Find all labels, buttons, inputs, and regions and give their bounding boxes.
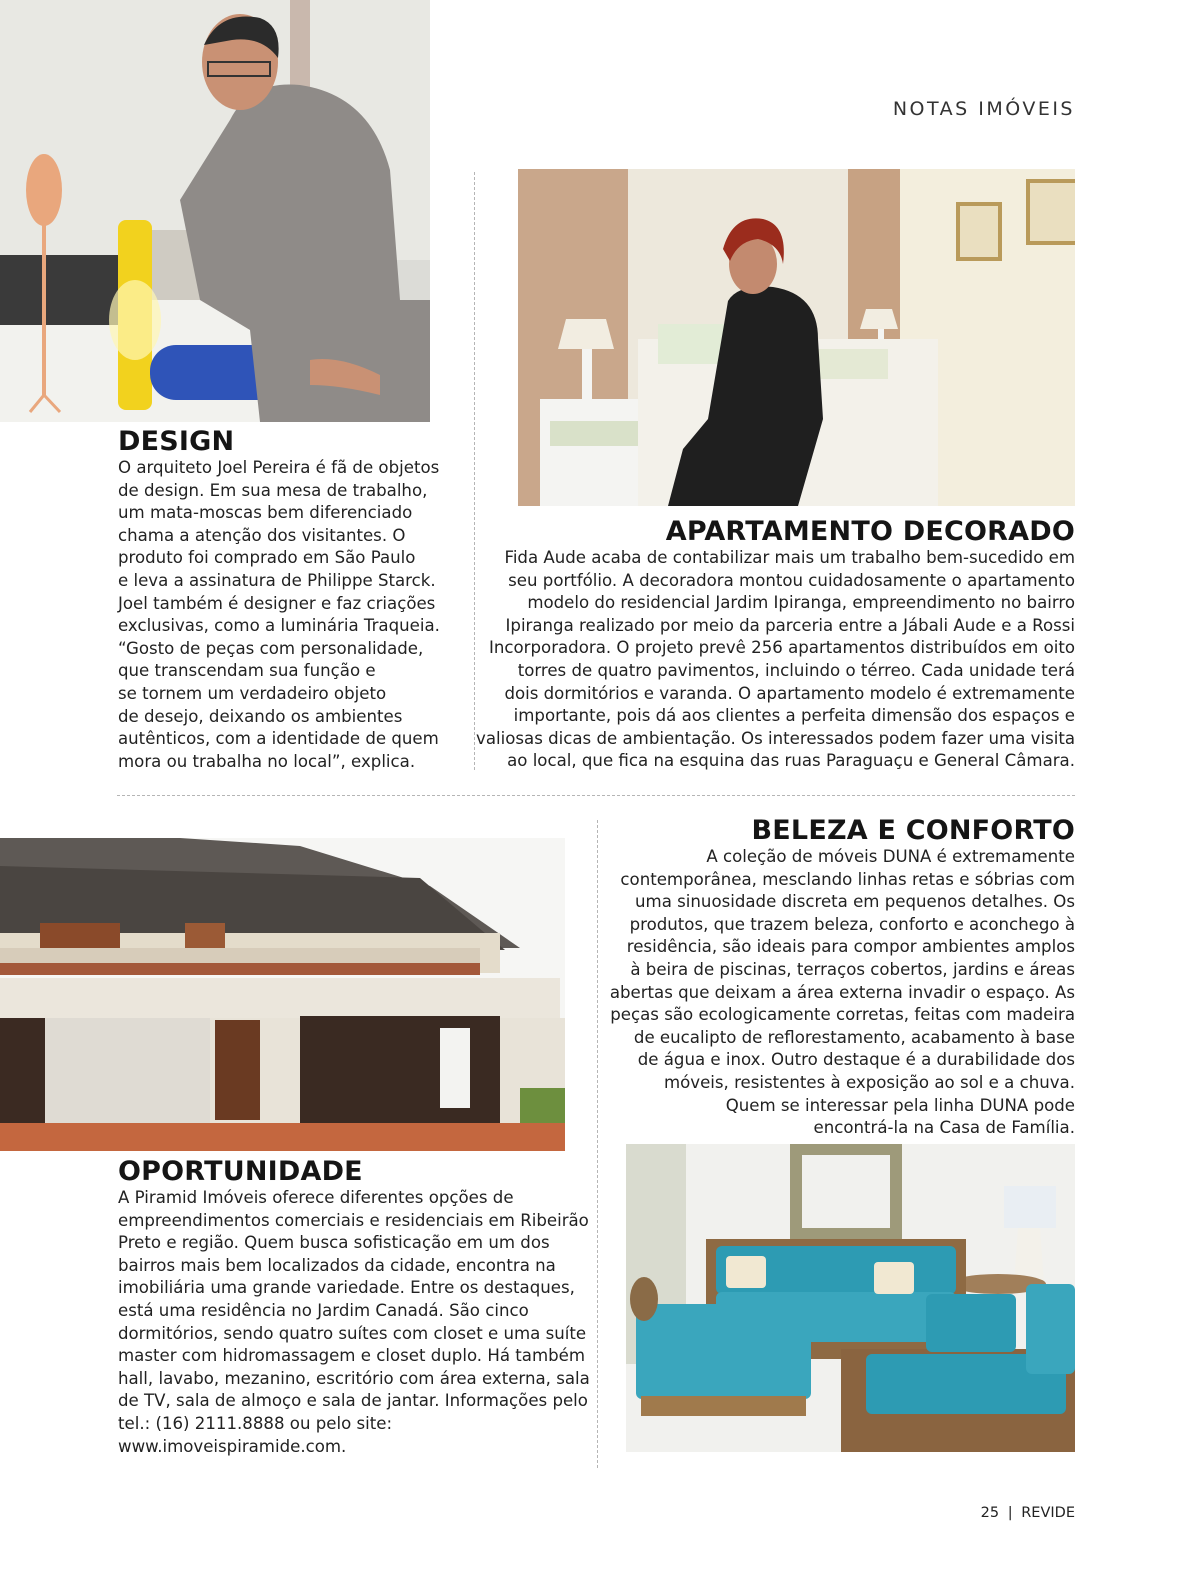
oportunidade-line: imobiliária uma grande variedade. Entre os destaques, bbox=[118, 1278, 575, 1298]
design-text bbox=[118, 457, 440, 773]
house-photo bbox=[0, 838, 565, 1151]
architect-photo bbox=[0, 0, 430, 422]
beleza-text bbox=[610, 846, 1075, 1140]
oportunidade-line: A Piramid Imóveis oferece diferentes opções de bbox=[118, 1188, 514, 1207]
apartamento-line: valiosas dicas de ambientação. Os interessados podem fazer uma visita bbox=[476, 728, 1075, 748]
design-line: que transcendam sua função e bbox=[118, 661, 376, 681]
design-line: de design. Em sua mesa de trabalho, bbox=[118, 480, 428, 500]
page-number: 25 bbox=[980, 1505, 1000, 1521]
design-line: produto foi comprado em São Paulo bbox=[118, 548, 416, 568]
beleza-line: móveis, resistentes à exposição ao sol e a chuva. bbox=[663, 1072, 1075, 1092]
beleza-line: de água e inox. Outro destaque é a durabilidade dos bbox=[637, 1050, 1075, 1070]
oportunidade-heading: OPORTUNIDADE bbox=[118, 1156, 363, 1187]
oportunidade-line: empreendimentos comerciais e residenciais em Ribeirão bbox=[118, 1210, 589, 1230]
oportunidade-line: dormitórios, sendo quatro suítes com closet e uma suíte bbox=[118, 1323, 587, 1343]
design-line: um mata-moscas bem diferenciado bbox=[118, 503, 413, 523]
oportunidade-line: tel.: (16) 2111.8888 ou pelo site: bbox=[118, 1413, 393, 1433]
beleza-line: à beira de piscinas, terraços cobertos, jardins e áreas bbox=[630, 959, 1075, 979]
oportunidade-line: bairros mais bem localizados da cidade, encontra na bbox=[118, 1255, 556, 1275]
beleza-line: produtos, que trazem beleza, conforto e aconchego à bbox=[629, 914, 1075, 934]
oportunidade-line: www.imoveispiramide.com. bbox=[118, 1436, 347, 1456]
column-divider bbox=[474, 172, 475, 770]
oportunidade-line: Preto e região. Quem busca sofisticação em um dos bbox=[118, 1233, 550, 1253]
beleza-line: peças são ecologicamente corretas, feitas com madeira bbox=[610, 1005, 1075, 1025]
oportunidade-line: hall, lavabo, mezanino, escritório com área externa, sala bbox=[118, 1368, 590, 1388]
beleza-line: encontrá-la na Casa de Família. bbox=[813, 1118, 1075, 1138]
design-line: de desejo, deixando os ambientes bbox=[118, 706, 403, 726]
design-line: mora ou trabalha no local”, explica. bbox=[118, 751, 416, 771]
beleza-line: A coleção de móveis DUNA é extremamente bbox=[706, 847, 1075, 866]
section-title: NOTAS IMÓVEIS bbox=[892, 98, 1075, 120]
design-heading: DESIGN bbox=[118, 426, 235, 457]
apartamento-line: Ipiranga realizado por meio da parceria entre a Jábali Aude e a Rossi bbox=[505, 615, 1075, 635]
beleza-line: residência, são ideais para compor ambientes amplos bbox=[626, 937, 1075, 957]
apartamento-text bbox=[476, 547, 1075, 773]
design-line: O arquiteto Joel Pereira é fã de objetos bbox=[118, 458, 440, 477]
design-line: Joel também é designer e faz criações bbox=[118, 593, 436, 613]
apartamento-line: Fida Aude acaba de contabilizar mais um trabalho bem-sucedido em bbox=[504, 548, 1075, 567]
beleza-line: de eucalipto de reflorestamento, acabamento à base bbox=[633, 1027, 1075, 1047]
house-photo-illustration bbox=[0, 838, 565, 1151]
apartamento-line: Incorporadora. O projeto prevê 256 apartamentos distribuídos em oito bbox=[489, 638, 1075, 658]
bedroom-photo-illustration bbox=[518, 169, 1075, 506]
furniture-photo bbox=[626, 1144, 1075, 1452]
decorator-bedroom-photo bbox=[518, 169, 1075, 506]
oportunidade-line: de TV, sala de almoço e sala de jantar. Informações pelo bbox=[118, 1391, 588, 1411]
apartamento-line: importante, pois dá aos clientes a perfeita dimensão dos espaços e bbox=[513, 706, 1075, 726]
architect-photo-illustration bbox=[0, 0, 430, 422]
design-line: autênticos, com a identidade de quem bbox=[118, 729, 439, 749]
design-line: “Gosto de peças com personalidade, bbox=[118, 638, 424, 658]
column-divider bbox=[597, 820, 598, 1468]
beleza-heading: BELEZA E CONFORTO bbox=[751, 815, 1075, 846]
design-line: se tornem um verdadeiro objeto bbox=[118, 683, 387, 703]
oportunidade-text bbox=[118, 1187, 590, 1458]
design-line: e leva a assinatura de Philippe Starck. bbox=[118, 570, 436, 590]
beleza-line: contemporânea, mesclando linhas retas e sóbrias com bbox=[620, 869, 1075, 889]
apartamento-heading: APARTAMENTO DECORADO bbox=[665, 516, 1075, 547]
apartamento-line: ao local, que fica na esquina das ruas Paraguaçu e General Câmara. bbox=[507, 751, 1075, 771]
apartamento-line: dois dormitórios e varanda. O apartamento modelo é extremamente bbox=[504, 683, 1075, 703]
design-line: exclusivas, como a luminária Traqueia. bbox=[118, 616, 440, 636]
section-divider bbox=[117, 795, 1075, 796]
design-line: chama a atenção dos visitantes. O bbox=[118, 525, 406, 545]
oportunidade-line: está uma residência no Jardim Canadá. São cinco bbox=[118, 1300, 529, 1320]
apartamento-line: seu portfólio. A decoradora montou cuidadosamente o apartamento bbox=[508, 570, 1075, 590]
beleza-line: uma sinuosidade discreta em pequenos detalhes. Os bbox=[635, 892, 1075, 912]
apartamento-line: torres de quatro pavimentos, incluindo o térreo. Cada unidade terá bbox=[517, 660, 1075, 680]
furniture-photo-illustration bbox=[626, 1144, 1075, 1452]
page-footer bbox=[981, 1505, 1075, 1521]
beleza-line: abertas que deixam a área externa invadir o espaço. As bbox=[609, 982, 1075, 1002]
beleza-line: Quem se interessar pela linha DUNA pode bbox=[725, 1095, 1075, 1115]
footer-separator: | bbox=[1007, 1505, 1013, 1521]
oportunidade-line: master com hidromassagem e closet duplo. Há também bbox=[118, 1346, 586, 1366]
apartamento-line: modelo do residencial Jardim Ipiranga, empreendimento no bairro bbox=[527, 593, 1075, 613]
magazine-name: REVIDE bbox=[1021, 1505, 1075, 1521]
